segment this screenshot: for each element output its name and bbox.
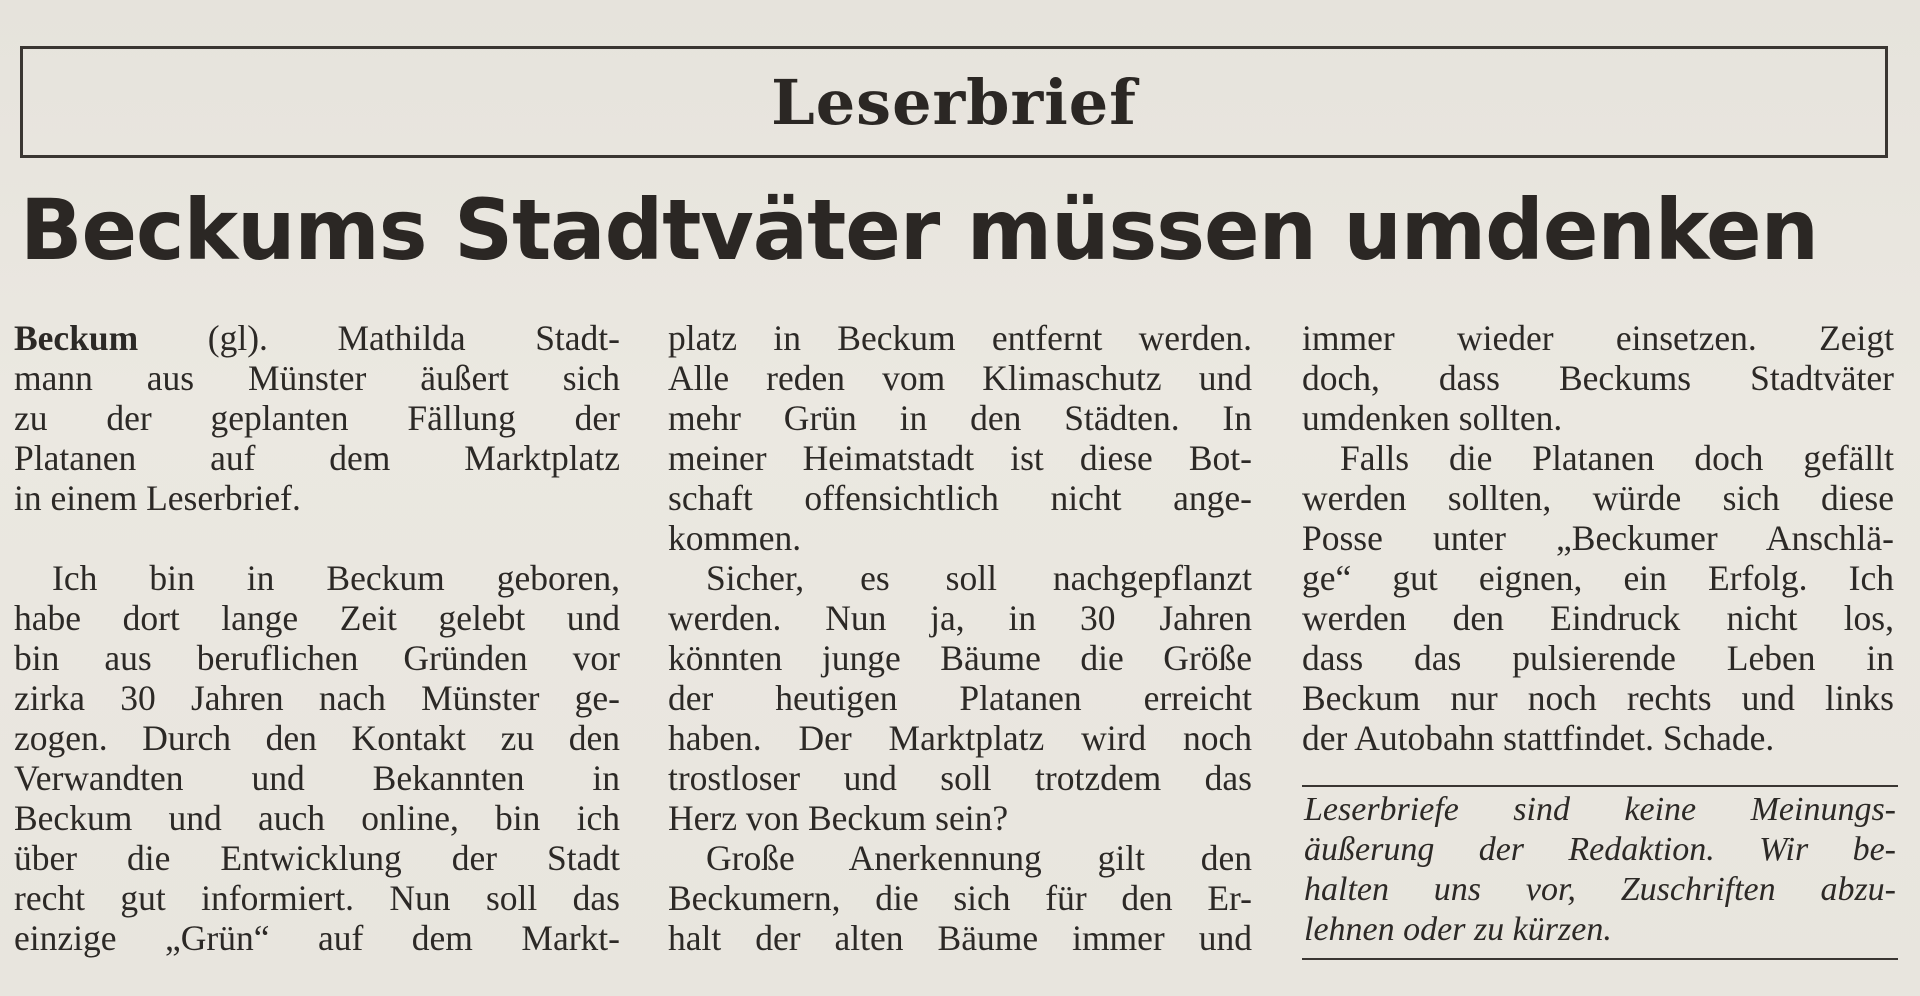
text-line: werden den Eindruck nicht los,	[1302, 598, 1894, 638]
kicker-label: Leserbrief	[771, 65, 1137, 139]
text-line: könnten junge Bäume die Größe	[668, 638, 1252, 678]
text-line: meiner Heimatstadt ist diese Bot-	[668, 438, 1252, 478]
text-line: zirka 30 Jahren nach Münster ge-	[14, 678, 620, 718]
text-line: ge“ gut eignen, ein Erfolg. Ich	[1302, 558, 1894, 598]
text-line: Beckumern, die sich für den Er-	[668, 878, 1252, 918]
text-line: halten uns vor, Zuschriften abzu-	[1304, 871, 1896, 908]
text-line: werden. Nun ja, in 30 Jahren	[668, 598, 1252, 638]
text-line: Posse unter „Beckumer Anschlä-	[1302, 518, 1894, 558]
text-line: immer wieder einsetzen. Zeigt	[1302, 318, 1894, 358]
text-line: zu der geplanten Fällung der	[14, 398, 620, 438]
note-divider-top	[1302, 785, 1898, 787]
text-line: mann aus Münster äußert sich	[14, 358, 620, 398]
text-line: in einem Leserbrief.	[14, 478, 301, 518]
text-line: umdenken sollten.	[1302, 398, 1563, 438]
text-line: einzige „Grün“ auf dem Markt-	[14, 918, 620, 958]
text-line: Herz von Beckum sein?	[668, 798, 1009, 838]
text-line: Große Anerkennung gilt den	[706, 838, 1252, 878]
text-line: der heutigen Platanen erreicht	[668, 678, 1252, 718]
text-line: Verwandten und Bekannten in	[14, 758, 620, 798]
text-line: kommen.	[668, 518, 802, 558]
text-line: Alle reden vom Klimaschutz und	[668, 358, 1252, 398]
text-line: Platanen auf dem Marktplatz	[14, 438, 620, 478]
text-line: mehr Grün in den Städten. In	[668, 398, 1252, 438]
note-divider-bottom	[1302, 958, 1898, 960]
headline: Beckums Stadtväter müssen umdenken	[20, 181, 1818, 279]
text-line: recht gut informiert. Nun soll das	[14, 878, 620, 918]
text-line: der Autobahn stattfindet. Schade.	[1302, 718, 1775, 758]
text-line: Sicher, es soll nachgepflanzt	[706, 558, 1252, 598]
text-line: Leserbriefe sind keine Meinungs-	[1304, 791, 1896, 828]
text-line: halt der alten Bäume immer und	[668, 918, 1252, 958]
text-line: werden sollten, würde sich diese	[1302, 478, 1894, 518]
text-line: Beckum nur noch rechts und links	[1302, 678, 1894, 718]
text-line: platz in Beckum entfernt werden.	[668, 318, 1252, 358]
text-line: über die Entwicklung der Stadt	[14, 838, 620, 878]
text-line: Ich bin in Beckum geboren,	[52, 558, 620, 598]
text-line: trostloser und soll trotzdem das	[668, 758, 1252, 798]
article-column-1	[14, 318, 620, 958]
text-line: zogen. Durch den Kontakt zu den	[14, 718, 620, 758]
text-line: bin aus beruflichen Gründen vor	[14, 638, 620, 678]
text-line: haben. Der Marktplatz wird noch	[668, 718, 1252, 758]
kicker-box	[20, 46, 1888, 158]
article-column-3	[1302, 318, 1894, 758]
text-line: doch, dass Beckums Stadtväter	[1302, 358, 1894, 398]
text-line: Beckum und auch online, bin ich	[14, 798, 620, 838]
dateline: Beckum	[14, 318, 139, 358]
text-line: habe dort lange Zeit gelebt und	[14, 598, 620, 638]
editorial-note	[1304, 790, 1896, 950]
text-line: schaft offensichtlich nicht ange-	[668, 478, 1252, 518]
text-line: dass das pulsierende Leben in	[1302, 638, 1894, 678]
text-line: lehnen oder zu kürzen.	[1304, 911, 1612, 948]
text-line: Falls die Platanen doch gefällt	[1340, 438, 1894, 478]
text-line: äußerung der Redaktion. Wir be-	[1304, 831, 1896, 868]
text-line: Beckum (gl). Mathilda Stadt-	[14, 318, 620, 358]
article-column-2	[668, 318, 1252, 958]
